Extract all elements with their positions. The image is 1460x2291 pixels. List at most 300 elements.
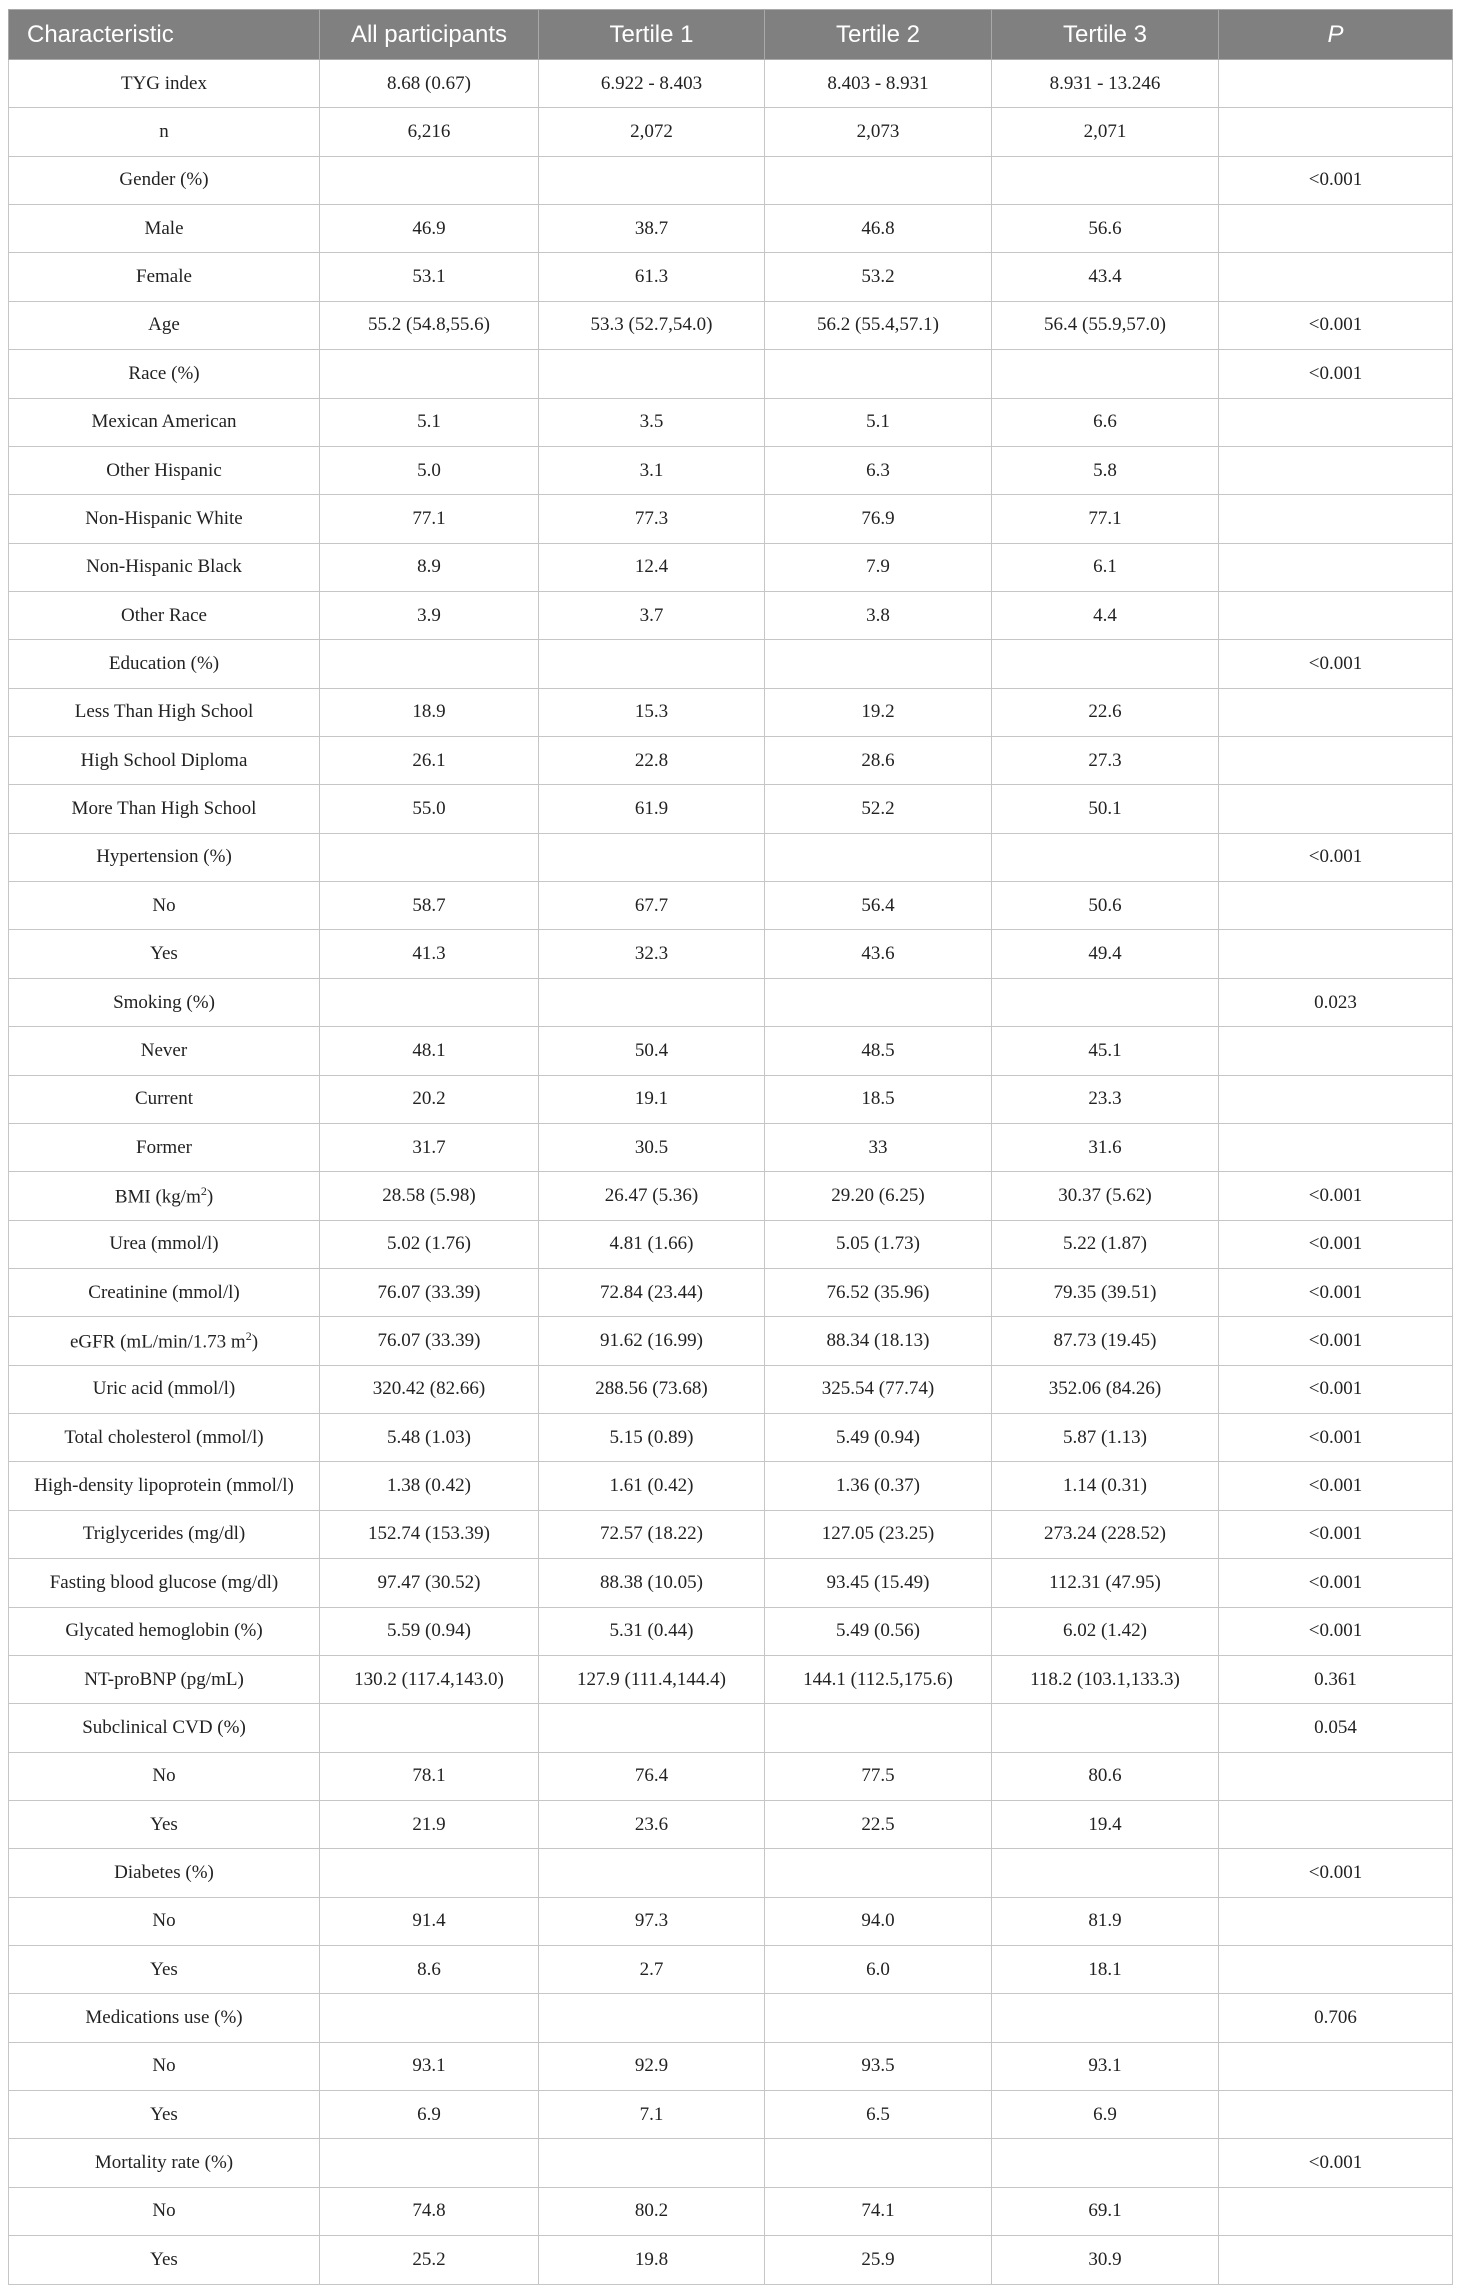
all-participants-cell: 6,216 [320,108,539,156]
table-row [9,2091,1453,2139]
all-participants-cell: 41.3 [320,930,539,978]
tertile-1-cell: 38.7 [539,205,765,253]
table-row [9,2187,1453,2235]
tertile-2-cell: 2,073 [765,108,992,156]
tertile-3-cell: 43.4 [992,253,1219,301]
tertile-2-cell: 94.0 [765,1897,992,1945]
p-value-cell [1219,2236,1453,2284]
table-row [9,1220,1453,1268]
p-value-cell: <0.001 [1219,1268,1453,1316]
table-row [9,2139,1453,2187]
p-value-cell: <0.001 [1219,1559,1453,1607]
all-participants-cell: 97.47 (30.52) [320,1559,539,1607]
tertile-3-cell [992,2139,1219,2187]
characteristic-cell: Age [9,301,320,349]
table-row [9,785,1453,833]
tertile-1-cell: 88.38 (10.05) [539,1559,765,1607]
p-value-cell [1219,108,1453,156]
all-participants-cell: 5.02 (1.76) [320,1220,539,1268]
tertile-1-cell: 12.4 [539,543,765,591]
tertile-2-cell: 1.36 (0.37) [765,1462,992,1510]
tertile-3-cell [992,1994,1219,2042]
tertile-2-cell: 56.4 [765,882,992,930]
all-participants-cell: 48.1 [320,1027,539,1075]
tertile-3-cell: 56.4 (55.9,57.0) [992,301,1219,349]
characteristic-cell: Less Than High School [9,688,320,736]
characteristic-cell: Urea (mmol/l) [9,1220,320,1268]
tertile-3-cell: 6.02 (1.42) [992,1607,1219,1655]
all-participants-cell: 130.2 (117.4,143.0) [320,1655,539,1703]
p-value-cell: <0.001 [1219,640,1453,688]
characteristic-cell: Current [9,1075,320,1123]
all-participants-cell: 8.9 [320,543,539,591]
tertile-3-cell: 50.1 [992,785,1219,833]
tertile-1-cell: 3.5 [539,398,765,446]
tertile-1-cell: 5.15 (0.89) [539,1414,765,1462]
table-row [9,1268,1453,1316]
tertile-2-cell: 93.5 [765,2042,992,2090]
characteristic-cell: No [9,1897,320,1945]
all-participants-cell: 46.9 [320,205,539,253]
characteristic-cell: Mortality rate (%) [9,2139,320,2187]
characteristic-cell: Hypertension (%) [9,833,320,881]
tertile-3-cell: 45.1 [992,1027,1219,1075]
tertile-3-cell: 87.73 (19.45) [992,1317,1219,1365]
all-participants-cell [320,833,539,881]
tertile-3-cell: 23.3 [992,1075,1219,1123]
characteristic-cell: Yes [9,1946,320,1994]
tertile-2-cell [765,640,992,688]
all-participants-cell [320,1994,539,2042]
tertile-2-cell [765,833,992,881]
tertile-3-cell: 19.4 [992,1800,1219,1848]
all-participants-cell: 78.1 [320,1752,539,1800]
p-value-cell [1219,543,1453,591]
table-row [9,1414,1453,1462]
tertile-2-cell: 22.5 [765,1800,992,1848]
tertile-3-cell: 1.14 (0.31) [992,1462,1219,1510]
characteristic-cell: Race (%) [9,350,320,398]
tertile-2-cell: 6.3 [765,446,992,494]
table-row [9,737,1453,785]
tertile-3-cell: 30.37 (5.62) [992,1172,1219,1220]
all-participants-cell: 55.0 [320,785,539,833]
tertile-2-cell [765,156,992,204]
all-participants-cell [320,156,539,204]
header-tertile-3: Tertile 3 [992,10,1219,60]
characteristic-cell: Yes [9,2091,320,2139]
characteristic-cell: Gender (%) [9,156,320,204]
tertile-1-cell: 23.6 [539,1800,765,1848]
tertile-1-cell: 30.5 [539,1123,765,1171]
tertile-1-cell: 91.62 (16.99) [539,1317,765,1365]
tertile-1-cell: 2,072 [539,108,765,156]
tertile-2-cell: 43.6 [765,930,992,978]
tertile-3-cell: 5.8 [992,446,1219,494]
tertile-1-cell: 53.3 (52.7,54.0) [539,301,765,349]
tertile-2-cell: 48.5 [765,1027,992,1075]
all-participants-cell: 320.42 (82.66) [320,1365,539,1413]
tertile-3-cell [992,1849,1219,1897]
tertile-2-cell: 144.1 (112.5,175.6) [765,1655,992,1703]
characteristic-cell: Male [9,205,320,253]
tertile-3-cell [992,350,1219,398]
all-participants-cell: 31.7 [320,1123,539,1171]
p-value-cell: 0.054 [1219,1704,1453,1752]
characteristic-cell: High School Diploma [9,737,320,785]
tertile-3-cell: 4.4 [992,591,1219,639]
tertile-2-cell: 127.05 (23.25) [765,1510,992,1558]
characteristic-cell: Triglycerides (mg/dl) [9,1510,320,1558]
all-participants-cell: 21.9 [320,1800,539,1848]
tertile-2-cell: 25.9 [765,2236,992,2284]
table-row [9,1800,1453,1848]
tertile-3-cell: 81.9 [992,1897,1219,1945]
tertile-1-cell: 32.3 [539,930,765,978]
table-row [9,591,1453,639]
characteristic-cell: Other Race [9,591,320,639]
p-value-cell [1219,1075,1453,1123]
table-row [9,1607,1453,1655]
tertile-1-cell: 80.2 [539,2187,765,2235]
all-participants-cell: 76.07 (33.39) [320,1268,539,1316]
tertile-2-cell: 93.45 (15.49) [765,1559,992,1607]
table-row [9,1946,1453,1994]
table-row [9,1849,1453,1897]
p-value-cell [1219,60,1453,108]
tertile-3-cell: 118.2 (103.1,133.3) [992,1655,1219,1703]
p-value-cell: <0.001 [1219,1220,1453,1268]
table-row [9,1559,1453,1607]
tertile-1-cell: 6.922 - 8.403 [539,60,765,108]
p-value-cell [1219,1946,1453,1994]
tertile-3-cell: 79.35 (39.51) [992,1268,1219,1316]
tertile-1-cell [539,2139,765,2187]
characteristic-cell: Glycated hemoglobin (%) [9,1607,320,1655]
p-value-cell: <0.001 [1219,1607,1453,1655]
table-row [9,253,1453,301]
tertile-1-cell [539,833,765,881]
tertile-2-cell [765,1704,992,1752]
all-participants-cell: 5.59 (0.94) [320,1607,539,1655]
tertile-3-cell: 8.931 - 13.246 [992,60,1219,108]
p-value-cell: <0.001 [1219,1462,1453,1510]
tertile-1-cell: 22.8 [539,737,765,785]
characteristic-cell: NT-proBNP (pg/mL) [9,1655,320,1703]
all-participants-cell: 77.1 [320,495,539,543]
tertile-3-cell: 18.1 [992,1946,1219,1994]
tertile-1-cell [539,350,765,398]
table-row [9,350,1453,398]
table-row [9,1994,1453,2042]
characteristic-cell: Fasting blood glucose (mg/dl) [9,1559,320,1607]
header-all-participants: All participants [320,10,539,60]
tertile-3-cell: 31.6 [992,1123,1219,1171]
tertile-2-cell: 28.6 [765,737,992,785]
tertile-1-cell [539,1849,765,1897]
tertile-1-cell: 50.4 [539,1027,765,1075]
p-value-cell: <0.001 [1219,1414,1453,1462]
tertile-2-cell: 5.49 (0.56) [765,1607,992,1655]
characteristic-cell: Yes [9,1800,320,1848]
tertile-2-cell: 5.1 [765,398,992,446]
tertile-3-cell: 93.1 [992,2042,1219,2090]
tertile-2-cell [765,350,992,398]
all-participants-cell: 55.2 (54.8,55.6) [320,301,539,349]
characteristic-cell: Uric acid (mmol/l) [9,1365,320,1413]
all-participants-cell: 28.58 (5.98) [320,1172,539,1220]
p-value-cell: 0.023 [1219,978,1453,1026]
p-value-cell [1219,1027,1453,1075]
p-value-cell [1219,2091,1453,2139]
tertile-3-cell: 49.4 [992,930,1219,978]
header-p-value: P [1219,10,1453,60]
table-row [9,2236,1453,2284]
tertile-3-cell: 273.24 (228.52) [992,1510,1219,1558]
tertile-2-cell: 5.05 (1.73) [765,1220,992,1268]
all-participants-cell: 93.1 [320,2042,539,2090]
tertile-3-cell: 6.9 [992,2091,1219,2139]
table-row [9,688,1453,736]
table-row [9,882,1453,930]
characteristic-cell: High-density lipoprotein (mmol/l) [9,1462,320,1510]
characteristic-cell: BMI $(kg/m^2)$ [9,1172,320,1220]
all-participants-cell: 6.9 [320,2091,539,2139]
table-row [9,398,1453,446]
characteristic-cell: TYG index [9,60,320,108]
characteristic-cell: Smoking (%) [9,978,320,1026]
tertile-1-cell: 67.7 [539,882,765,930]
tertile-2-cell [765,2139,992,2187]
p-value-cell [1219,2187,1453,2235]
table-row [9,543,1453,591]
p-value-cell: <0.001 [1219,1317,1453,1365]
table-row [9,2042,1453,2090]
table-row [9,156,1453,204]
characteristic-cell: No [9,2187,320,2235]
p-value-cell [1219,205,1453,253]
tertile-1-cell [539,1994,765,2042]
characteristic-cell: Yes [9,930,320,978]
all-participants-cell: 5.1 [320,398,539,446]
p-value-cell [1219,1123,1453,1171]
tertile-2-cell: 33 [765,1123,992,1171]
tertile-1-cell: 5.31 (0.44) [539,1607,765,1655]
p-value-cell: <0.001 [1219,833,1453,881]
characteristic-cell: Female [9,253,320,301]
table-row [9,1897,1453,1945]
characteristic-cell: More Than High School [9,785,320,833]
p-value-cell [1219,688,1453,736]
characteristic-cell: eGFR (mL/min/1.73 $m^2$) [9,1317,320,1365]
table-row [9,1510,1453,1558]
table-row [9,108,1453,156]
table-body [9,60,1453,2285]
characteristic-cell: No [9,2042,320,2090]
table-row [9,1317,1453,1365]
tertile-2-cell [765,1994,992,2042]
all-participants-cell [320,2139,539,2187]
tertile-1-cell: 19.1 [539,1075,765,1123]
tertile-2-cell: 19.2 [765,688,992,736]
all-participants-cell: 26.1 [320,737,539,785]
p-value-cell [1219,737,1453,785]
table-row [9,1123,1453,1171]
tertile-2-cell: 6.5 [765,2091,992,2139]
characteristic-cell: Mexican American [9,398,320,446]
tertile-2-cell: 325.54 (77.74) [765,1365,992,1413]
characteristic-cell: Former [9,1123,320,1171]
p-value-cell [1219,785,1453,833]
p-value-cell [1219,446,1453,494]
tertile-1-cell: 7.1 [539,2091,765,2139]
all-participants-cell: 18.9 [320,688,539,736]
p-value-cell: <0.001 [1219,1365,1453,1413]
table-row [9,60,1453,108]
table-row [9,833,1453,881]
table-header [9,10,1453,60]
tertile-3-cell: 56.6 [992,205,1219,253]
table-row [9,301,1453,349]
header-tertile-1: Tertile 1 [539,10,765,60]
tertile-3-cell: 80.6 [992,1752,1219,1800]
tertile-3-cell: 352.06 (84.26) [992,1365,1219,1413]
tertile-2-cell: 76.52 (35.96) [765,1268,992,1316]
all-participants-cell: 8.6 [320,1946,539,1994]
tertile-3-cell: 6.1 [992,543,1219,591]
tertile-2-cell: 5.49 (0.94) [765,1414,992,1462]
tertile-1-cell: 72.84 (23.44) [539,1268,765,1316]
tertile-2-cell: 6.0 [765,1946,992,1994]
tertile-2-cell: 8.403 - 8.931 [765,60,992,108]
p-value-cell [1219,495,1453,543]
tertile-1-cell [539,640,765,688]
tertile-3-cell: 22.6 [992,688,1219,736]
p-value-cell: <0.001 [1219,1849,1453,1897]
tertile-2-cell: 77.5 [765,1752,992,1800]
table-row [9,446,1453,494]
all-participants-cell [320,640,539,688]
p-value-cell [1219,591,1453,639]
tertile-1-cell: 72.57 (18.22) [539,1510,765,1558]
table-row [9,1704,1453,1752]
characteristic-cell: Subclinical CVD (%) [9,1704,320,1752]
all-participants-cell: 1.38 (0.42) [320,1462,539,1510]
characteristic-cell: Other Hispanic [9,446,320,494]
tertile-2-cell [765,1849,992,1897]
tertile-1-cell: 288.56 (73.68) [539,1365,765,1413]
characteristic-cell: Non-Hispanic White [9,495,320,543]
characteristic-cell: Yes [9,2236,320,2284]
p-value-cell [1219,930,1453,978]
characteristic-cell: Creatinine (mmol/l) [9,1268,320,1316]
tertile-3-cell: 2,071 [992,108,1219,156]
tertile-2-cell: 18.5 [765,1075,992,1123]
p-value-cell: 0.706 [1219,1994,1453,2042]
characteristic-cell: No [9,1752,320,1800]
p-value-cell [1219,1897,1453,1945]
tertile-1-cell: 3.7 [539,591,765,639]
tertile-3-cell [992,1704,1219,1752]
tertile-3-cell: 112.31 (47.95) [992,1559,1219,1607]
all-participants-cell: 74.8 [320,2187,539,2235]
p-value-cell [1219,1752,1453,1800]
header-tertile-2: Tertile 2 [765,10,992,60]
all-participants-cell [320,978,539,1026]
all-participants-cell: 91.4 [320,1897,539,1945]
p-value-cell: <0.001 [1219,350,1453,398]
table-row [9,1655,1453,1703]
tertile-1-cell: 3.1 [539,446,765,494]
p-value-cell [1219,253,1453,301]
tertile-1-cell [539,156,765,204]
p-value-cell: 0.361 [1219,1655,1453,1703]
table-container [8,9,1452,2285]
p-value-cell: <0.001 [1219,301,1453,349]
tertile-3-cell: 50.6 [992,882,1219,930]
tertile-1-cell: 4.81 (1.66) [539,1220,765,1268]
tertile-1-cell: 15.3 [539,688,765,736]
tertile-3-cell: 27.3 [992,737,1219,785]
all-participants-cell: 5.48 (1.03) [320,1414,539,1462]
table-row [9,1075,1453,1123]
tertile-2-cell: 29.20 (6.25) [765,1172,992,1220]
tertile-2-cell: 74.1 [765,2187,992,2235]
all-participants-cell: 8.68 (0.67) [320,60,539,108]
p-value-cell [1219,398,1453,446]
tertile-2-cell: 88.34 (18.13) [765,1317,992,1365]
tertile-2-cell: 3.8 [765,591,992,639]
table-row [9,495,1453,543]
p-value-cell [1219,882,1453,930]
tertile-3-cell: 5.22 (1.87) [992,1220,1219,1268]
tertile-2-cell: 56.2 (55.4,57.1) [765,301,992,349]
tertile-1-cell: 19.8 [539,2236,765,2284]
tertile-1-cell: 77.3 [539,495,765,543]
table-row [9,1365,1453,1413]
tertile-1-cell: 61.9 [539,785,765,833]
p-value-cell: <0.001 [1219,1510,1453,1558]
p-value-cell: <0.001 [1219,2139,1453,2187]
tertile-2-cell: 46.8 [765,205,992,253]
p-value-cell: <0.001 [1219,1172,1453,1220]
tertile-1-cell: 1.61 (0.42) [539,1462,765,1510]
table-row [9,205,1453,253]
all-participants-cell: 76.07 (33.39) [320,1317,539,1365]
p-value-cell [1219,2042,1453,2090]
tertile-1-cell: 127.9 (111.4,144.4) [539,1655,765,1703]
characteristic-cell: Medications use (%) [9,1994,320,2042]
tertile-3-cell: 6.6 [992,398,1219,446]
tertile-3-cell: 77.1 [992,495,1219,543]
table-row [9,640,1453,688]
table-row [9,1752,1453,1800]
header-characteristic: Characteristic [9,10,320,60]
all-participants-cell [320,1849,539,1897]
characteristics-table [8,9,1453,2285]
tertile-1-cell: 61.3 [539,253,765,301]
all-participants-cell: 3.9 [320,591,539,639]
p-value-cell: <0.001 [1219,156,1453,204]
tertile-1-cell: 2.7 [539,1946,765,1994]
all-participants-cell [320,1704,539,1752]
tertile-1-cell [539,1704,765,1752]
all-participants-cell: 53.1 [320,253,539,301]
tertile-3-cell [992,640,1219,688]
tertile-3-cell [992,156,1219,204]
tertile-1-cell: 97.3 [539,1897,765,1945]
table-row [9,930,1453,978]
